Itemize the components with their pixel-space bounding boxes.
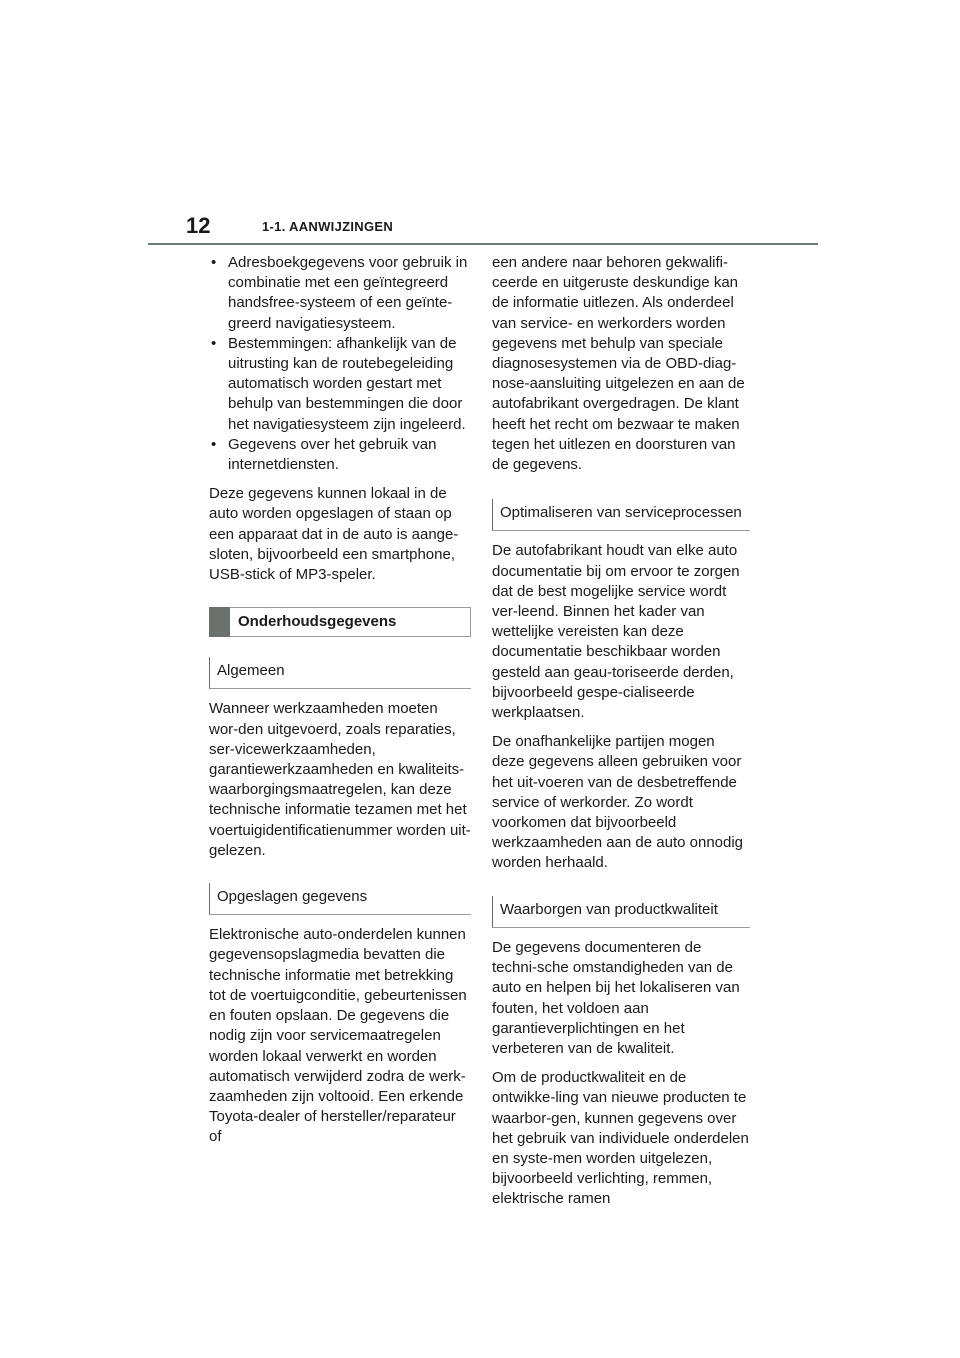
section-title: Onderhoudsgegevens (238, 613, 397, 631)
paragraph: De onafhankelijke partijen mogen deze gegevens alleen gebruiken voor het uit-voeren van de desbetreffende service of werkorder. Zo wordt voorkomen dat bijvoorbeeld werkzaamheden aan de auto onnodig worden herhaald. (492, 733, 744, 872)
paragraph: De autofabrikant houdt van elke auto documentatie bij om ervoor te zorgen dat de best mogelijke service wordt ver-leend. Binnen het kader van wettelijke vereisten kan deze documentatie beschikbaar worden gesteld aan geau-toriseerde derden, bijvoorbeeld gespe-cialiseerde werkplaatsen. (492, 542, 740, 722)
right-column (492, 253, 750, 1210)
intro-paragraph: Deze gegevens kunnen lokaal in de auto worden opgeslagen of staan op een apparaat dat in de auto is aange-sloten, bijvoorbeeld een smartphone, USB-stick of MP3-speler. (209, 485, 459, 584)
header-rule (148, 243, 818, 245)
left-column (209, 253, 471, 1148)
page-header (0, 0, 960, 250)
subheading-productkwaliteit: Waarborgen van productkwaliteit (492, 896, 750, 928)
list-item: • Bestemmingen: afhankelijk van de uitrusting kan de routebegeleiding automatisch worden gestart met behulp van bestemmingen die door het navigatiesysteem zijn ingeleerd. (209, 334, 471, 435)
section-heading-box (209, 607, 471, 637)
paragraph: Elektronische auto-onderdelen kunnen gegevensopslagmedia bevatten die technische informatie met betrekking tot de voertuigconditie, gebeurtenissen en fouten opslaan. De gegevens die nodig zijn voor servicemaatregelen worden lokaal verwerkt en worden automatisch verwijderd zodra de werk-zaamheden zijn voltooid. Een erkende Toyota-dealer of hersteller/reparateur of (209, 926, 467, 1146)
list-item: • Adresboekgegevens voor gebruik in combinatie met een geïntegreerd handsfree-systeem of een geïnte-greerd navigatiesysteem. (209, 253, 471, 334)
chapter-title: 1-1. AANWIJZINGEN (262, 219, 394, 234)
paragraph: Wanneer werkzaamheden moeten wor-den uitgevoerd, zoals reparaties, ser-vicewerkzaamheden, garantiewerkzaamheden en kwaliteits-waarborgingsmaatregelen, kan deze technische informatie tezamen met het voertuigidentificatienummer worden uit-gelezen. (209, 700, 471, 859)
bullet-list (209, 253, 471, 475)
page-number: 12 (186, 213, 211, 238)
subheading-optimaliseren: Optimaliseren van serviceprocessen (492, 499, 750, 531)
paragraph: De gegevens documenteren de techni-sche omstandigheden van de auto en helpen bij het lokaliseren van fouten, het voldoen aan garantieverplichtingen en het verbeteren van de kwaliteit. (492, 938, 740, 1057)
section-marker (209, 607, 230, 637)
subheading-algemeen: Algemeen (209, 657, 471, 689)
subheading-opgeslagen-gegevens: Opgeslagen gegevens (209, 883, 471, 915)
paragraph: een andere naar behoren gekwalifi-ceerde en uitgeruste deskundige kan de informatie uitlezen. Als onderdeel van service- en werkorders worden gegevens met behulp van speciale diagnosesystemen via de OBD-diag-nose-aansluiting uitgelezen en aan de autofabrikant overgedragen. De klant heeft het recht om bezwaar te maken tegen het uitlezen en doorsturen van de gegevens. (492, 254, 745, 474)
paragraph: Om de productkwaliteit en de ontwikke-ling van nieuwe producten te waarbor-gen, kunnen gegevens over het gebruik van individuele onderdelen en syste-men worden uitgelezen, bijvoorbeeld verlichting, remmen, elektrische ramen (492, 1069, 749, 1208)
list-item: • Gegevens over het gebruik van internetdiensten. (209, 435, 471, 475)
